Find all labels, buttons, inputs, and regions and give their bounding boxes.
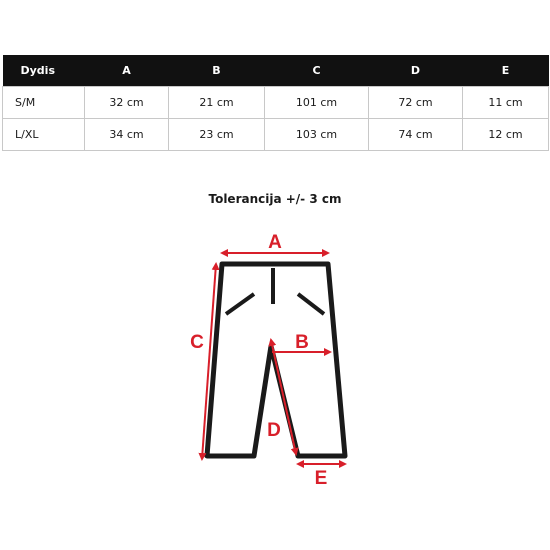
measure-label-d: D	[267, 420, 281, 441]
table-cell: 34 cm	[85, 119, 169, 151]
table-cell: 11 cm	[463, 87, 549, 119]
column-header-e: E	[463, 55, 549, 87]
table-row	[3, 119, 549, 151]
table-header-row	[3, 55, 549, 87]
measure-label-b: B	[295, 332, 309, 353]
column-header-c: C	[265, 55, 369, 87]
table-cell: 101 cm	[265, 87, 369, 119]
measure-label-e: E	[314, 468, 328, 489]
column-header-size: Dydis	[3, 55, 85, 87]
table-cell: 12 cm	[463, 119, 549, 151]
measure-label-c: C	[190, 332, 204, 353]
table-cell: 21 cm	[169, 87, 265, 119]
column-header-b: B	[169, 55, 265, 87]
column-header-a: A	[85, 55, 169, 87]
size-chart-table	[2, 55, 549, 151]
measure-label-a: A	[268, 232, 282, 253]
table-cell: L/XL	[3, 119, 85, 151]
table-row	[3, 87, 549, 119]
table-cell: 74 cm	[369, 119, 463, 151]
table-cell: S/M	[3, 87, 85, 119]
table-cell: 23 cm	[169, 119, 265, 151]
table-cell: 103 cm	[265, 119, 369, 151]
column-header-d: D	[369, 55, 463, 87]
pants-measurement-diagram	[180, 222, 380, 492]
table-cell: 32 cm	[85, 87, 169, 119]
table-cell: 72 cm	[369, 87, 463, 119]
tolerance-note: Tolerancija +/- 3 cm	[208, 192, 342, 206]
